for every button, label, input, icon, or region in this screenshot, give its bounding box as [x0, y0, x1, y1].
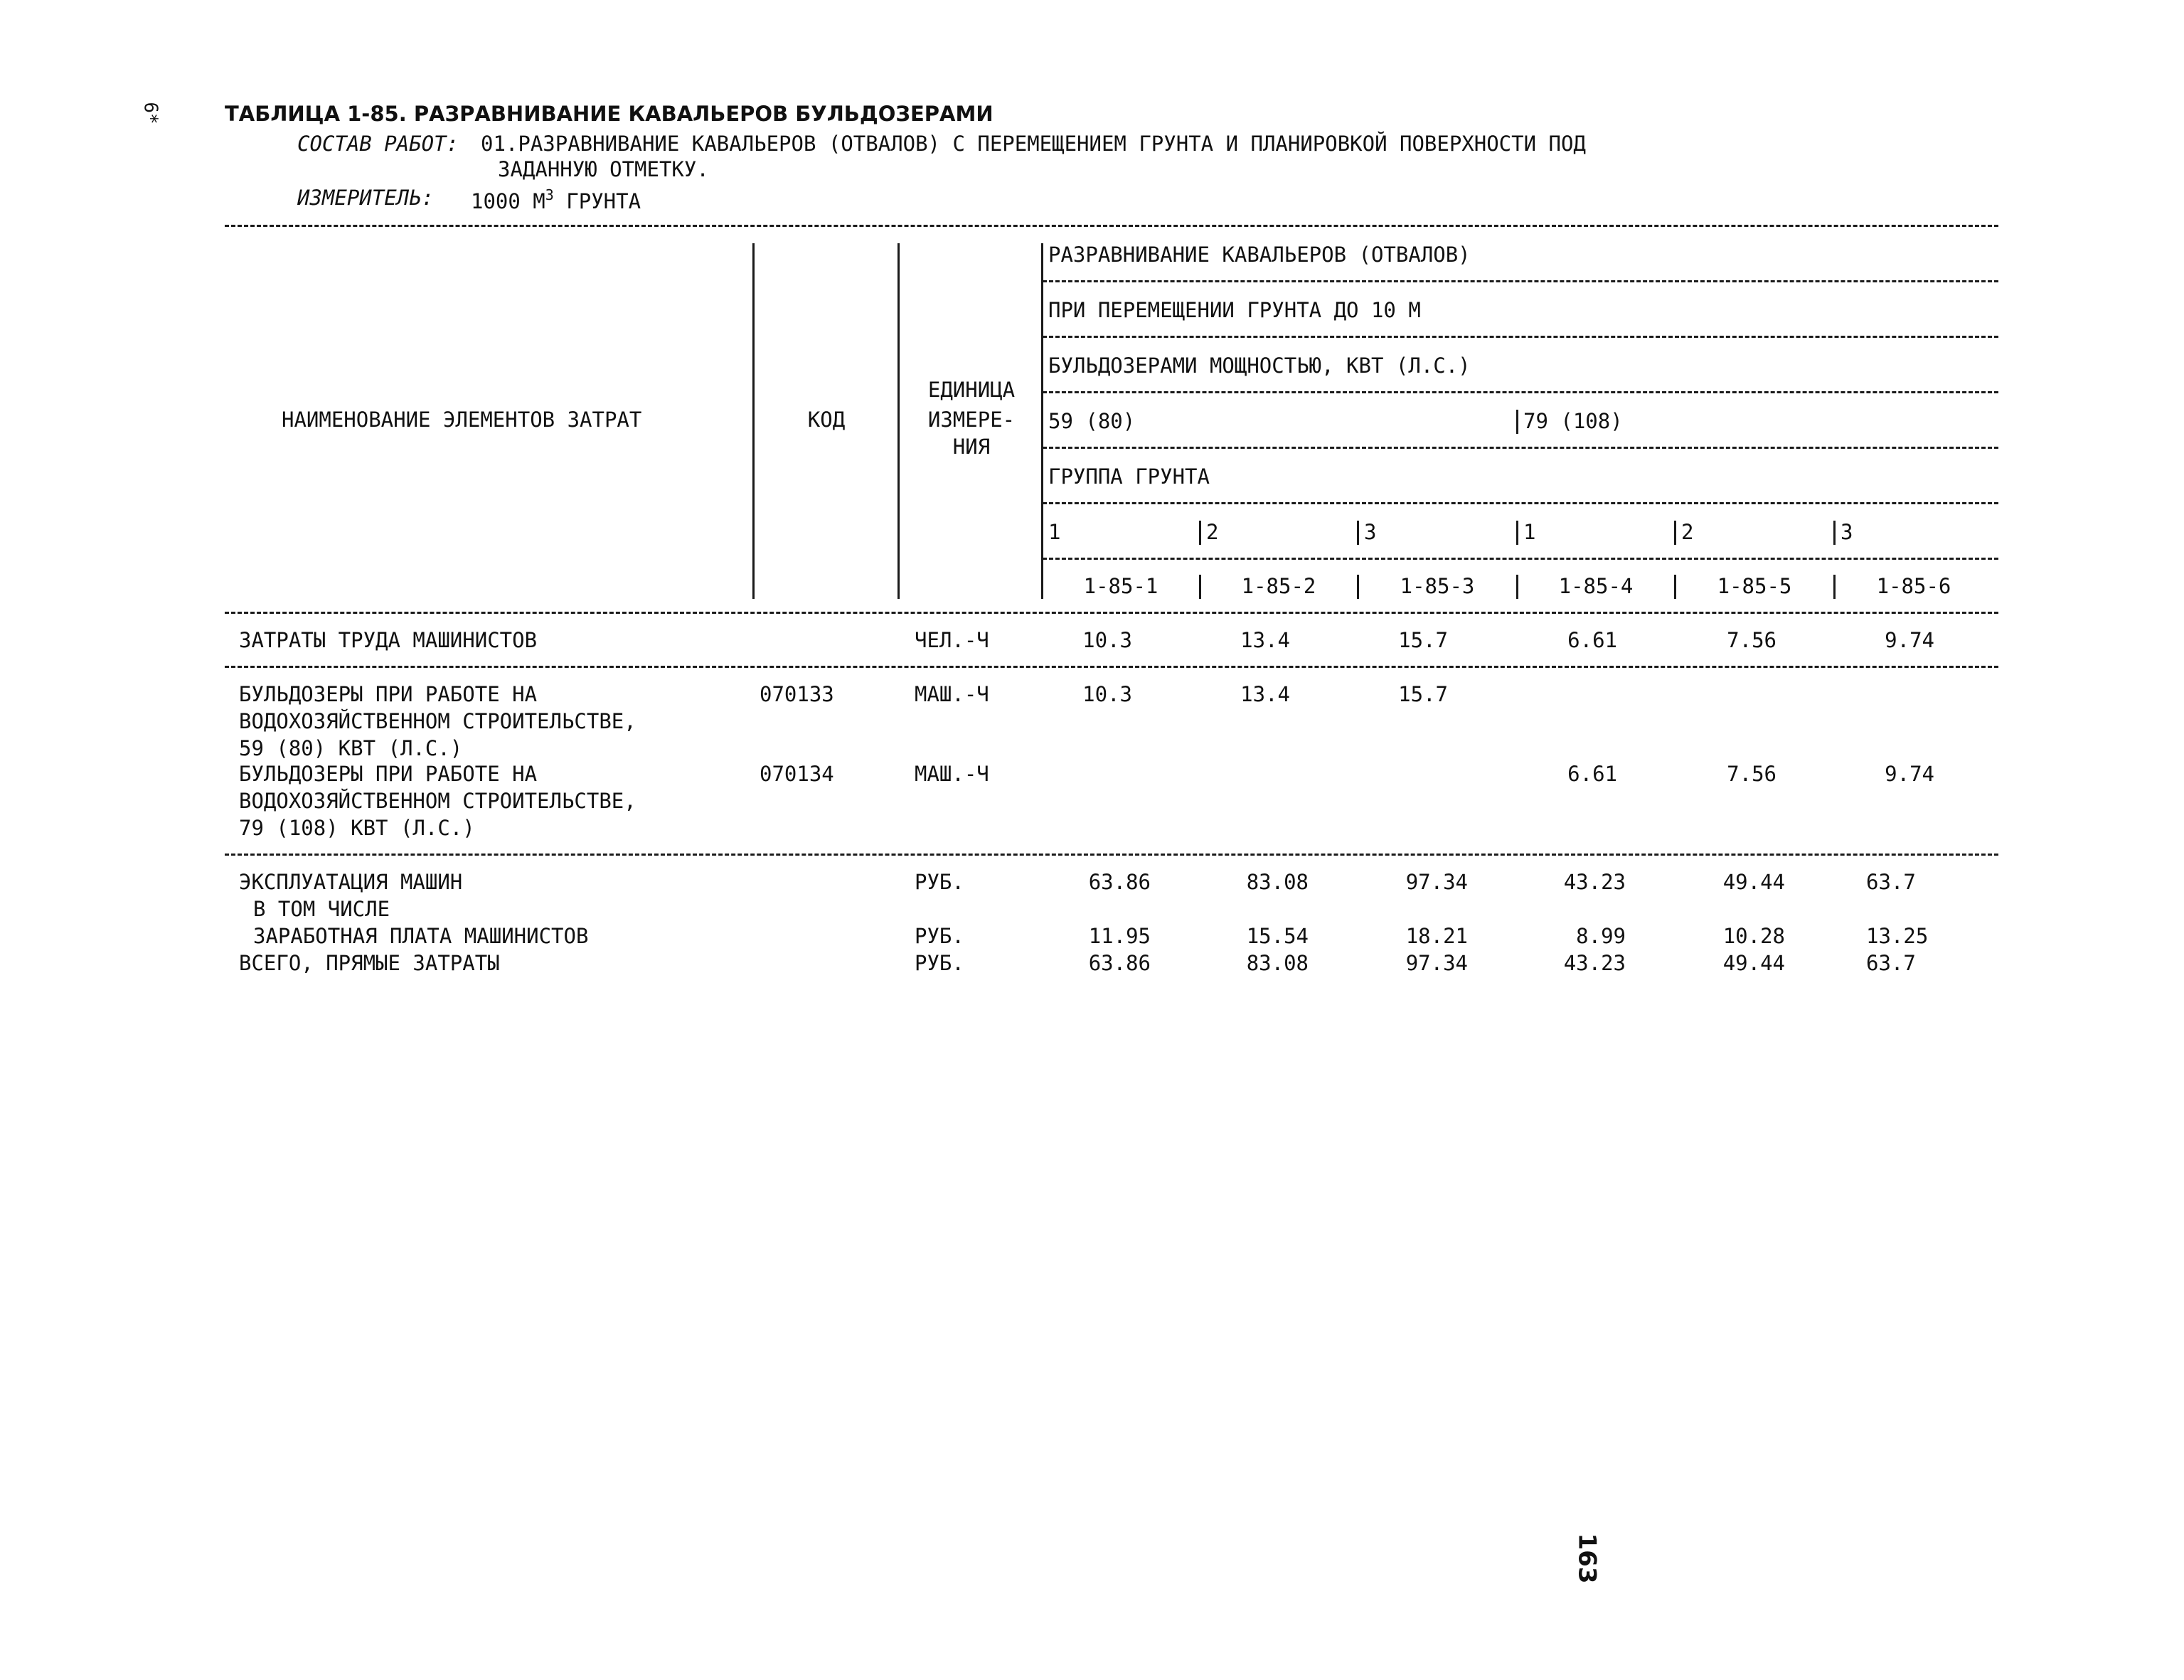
- tick-code-2: [1199, 575, 1201, 599]
- row-wages-value-3: 18.21: [1405, 924, 1468, 948]
- rule-soil-group: [1043, 502, 1998, 504]
- row-bulldozer-59-unit: МАШ.-Ч: [915, 682, 989, 706]
- row-bulldozer-79-name-1: БУЛЬДОЗЕРЫ ПРИ РАБОТЕ НА: [239, 762, 538, 786]
- row-labor-unit: ЧЕЛ.-Ч: [915, 628, 989, 652]
- row-total-value-2: 83.08: [1246, 951, 1309, 975]
- row-bulldozer-59-value-2: 13.4: [1240, 682, 1290, 706]
- work-composition-text: 01.РАЗРАВНИВАНИЕ КАВАЛЬЕРОВ (ОТВАЛОВ) С ПЕРЕМЕЩЕНИЕМ ГРУНТА И ПЛАНИРОВКОЙ ПОВЕРХНОСТИ ПОД: [481, 132, 1586, 156]
- header-code-6: 1-85-6: [1876, 574, 1951, 598]
- vline-code-left: [752, 243, 755, 599]
- row-wages-value-6: 13.25: [1866, 924, 1929, 948]
- work-composition-text-2: ЗАДАННУЮ ОТМЕТКУ.: [498, 157, 709, 181]
- row-total-name: ВСЕГО, ПРЯМЫЕ ЗАТРАТЫ: [239, 951, 500, 975]
- row-labor-value-1: 10.3: [1082, 628, 1132, 652]
- header-power-79: 79 (108): [1523, 409, 1623, 433]
- row-total-value-6: 63.7: [1866, 951, 1916, 975]
- measure-unit: ГРУНТА: [566, 189, 641, 213]
- row-operation-value-4: 43.23: [1563, 870, 1626, 894]
- row-labor-value-5: 7.56: [1727, 628, 1777, 652]
- tick-group-1b: [1516, 521, 1518, 545]
- row-bulldozer-59-name-1: БУЛЬДОЗЕРЫ ПРИ РАБОТЕ НА: [239, 682, 538, 706]
- column-header-unit-2: ИЗМЕРЕ-: [927, 408, 1016, 432]
- row-bulldozer-79-name-2: ВОДОХОЗЯЙСТВЕННОМ СТРОИТЕЛЬСТВЕ,: [239, 789, 636, 813]
- rule-distance: [1043, 336, 1998, 338]
- header-group-6: 3: [1841, 520, 1853, 544]
- rule-top: [225, 225, 1998, 227]
- header-group-3: 3: [1364, 520, 1377, 544]
- rule-head-bottom: [225, 612, 1998, 614]
- row-operation-value-6: 63.7: [1866, 870, 1916, 894]
- row-operation-value-5: 49.44: [1722, 870, 1785, 894]
- row-wages-value-5: 10.28: [1722, 924, 1785, 948]
- header-group-2: 2: [1206, 520, 1219, 544]
- tick-code-5: [1674, 575, 1676, 599]
- row-operation-name: ЭКСПЛУАТАЦИЯ МАШИН: [239, 870, 463, 894]
- header-distance: ПРИ ПЕРЕМЕЩЕНИИ ГРУНТА ДО 10 М: [1048, 298, 1421, 322]
- page-number: 163: [1572, 1533, 1602, 1584]
- header-group-5: 2: [1681, 520, 1694, 544]
- row-bulldozer-59-name-3: 59 (80) КВТ (Л.С.): [239, 736, 463, 760]
- row-wages-value-1: 11.95: [1088, 924, 1151, 948]
- row-bulldozer-79-value-5: 7.56: [1727, 762, 1777, 786]
- row-total-value-5: 49.44: [1722, 951, 1785, 975]
- header-group-4: 1: [1523, 520, 1536, 544]
- row-operation-value-1: 63.86: [1088, 870, 1151, 894]
- row-wages-name: ЗАРАБОТНАЯ ПЛАТА МАШИНИСТОВ: [253, 924, 589, 948]
- column-header-unit-3: НИЯ: [952, 435, 991, 459]
- measure-label: ИЗМЕРИТЕЛЬ:: [297, 186, 435, 210]
- header-code-3: 1-85-3: [1400, 574, 1475, 598]
- measure-value: [471, 188, 641, 212]
- row-labor-name: ЗАТРАТЫ ТРУДА МАШИНИСТОВ: [239, 628, 538, 652]
- tick-group-3b: [1833, 521, 1836, 545]
- measure-superscript: 3: [545, 186, 554, 203]
- row-labor-value-2: 13.4: [1240, 628, 1290, 652]
- row-operation-value-2: 83.08: [1246, 870, 1309, 894]
- measure-number: 1000 М: [471, 189, 545, 213]
- corner-mark: 6*: [139, 102, 161, 124]
- rule-power-values: [1043, 447, 1998, 449]
- column-header-name: НАИМЕНОВАНИЕ ЭЛЕМЕНТОВ ЗАТРАТ: [282, 408, 642, 432]
- header-soil-group: ГРУППА ГРУНТА: [1048, 464, 1210, 489]
- header-code-1: 1-85-1: [1083, 574, 1158, 598]
- row-wages-value-2: 15.54: [1246, 924, 1309, 948]
- row-bulldozer-59-value-3: 15.7: [1398, 682, 1448, 706]
- row-labor-value-3: 15.7: [1398, 628, 1448, 652]
- row-operation-value-3: 97.34: [1405, 870, 1468, 894]
- vline-values-left: [1041, 243, 1043, 599]
- row-labor-value-4: 6.61: [1567, 628, 1617, 652]
- header-power: БУЛЬДОЗЕРАМИ МОЩНОСТЬЮ, КВТ (Л.С.): [1048, 353, 1471, 378]
- tick-code-3: [1357, 575, 1359, 599]
- row-bulldozer-79-unit: МАШ.-Ч: [915, 762, 989, 786]
- row-bulldozer-79-value-4: 6.61: [1567, 762, 1617, 786]
- vline-unit-left: [897, 243, 900, 599]
- row-bulldozer-59-code: 070133: [760, 682, 834, 706]
- rule-work-type: [1043, 280, 1998, 282]
- column-header-code: КОД: [807, 408, 846, 432]
- tick-group-3a: [1357, 521, 1359, 545]
- tick-code-6: [1833, 575, 1836, 599]
- header-work-type: РАЗРАВНИВАНИЕ КАВАЛЬЕРОВ (ОТВАЛОВ): [1048, 243, 1471, 267]
- tick-group-2b: [1674, 521, 1676, 545]
- row-bulldozer-59-value-1: 10.3: [1082, 682, 1132, 706]
- work-composition-label: СОСТАВ РАБОТ:: [297, 132, 459, 156]
- header-power-59: 59 (80): [1048, 409, 1136, 433]
- rule-groups: [1043, 558, 1998, 560]
- row-bulldozer-79-code: 070134: [760, 762, 834, 786]
- row-including-name: В ТОМ ЧИСЛЕ: [253, 897, 390, 921]
- header-group-1: 1: [1048, 520, 1061, 544]
- header-code-4: 1-85-4: [1558, 574, 1634, 598]
- rule-power: [1043, 391, 1998, 393]
- row-wages-value-4: 8.99: [1576, 924, 1626, 948]
- row-bulldozer-59-name-2: ВОДОХОЗЯЙСТВЕННОМ СТРОИТЕЛЬСТВЕ,: [239, 709, 636, 733]
- row-bulldozer-79-name-3: 79 (108) КВТ (Л.С.): [239, 816, 475, 840]
- rule-labor: [225, 666, 1998, 668]
- row-bulldozer-79-value-6: 9.74: [1885, 762, 1934, 786]
- tick-power-79: [1516, 410, 1518, 434]
- row-labor-value-6: 9.74: [1885, 628, 1934, 652]
- tick-code-4: [1516, 575, 1518, 599]
- row-total-value-4: 43.23: [1563, 951, 1626, 975]
- tick-group-2a: [1199, 521, 1201, 545]
- header-code-5: 1-85-5: [1717, 574, 1792, 598]
- row-total-value-3: 97.34: [1405, 951, 1468, 975]
- row-operation-unit: РУБ.: [915, 870, 964, 894]
- header-code-2: 1-85-2: [1241, 574, 1316, 598]
- table-title: ТАБЛИЦА 1-85. РАЗРАВНИВАНИЕ КАВАЛЬЕРОВ БУЛЬДОЗЕРАМИ: [225, 102, 994, 126]
- row-total-unit: РУБ.: [915, 951, 964, 975]
- row-total-value-1: 63.86: [1088, 951, 1151, 975]
- rule-machines: [225, 854, 1998, 856]
- row-wages-unit: РУБ.: [915, 924, 964, 948]
- column-header-unit-1: ЕДИНИЦА: [927, 378, 1016, 402]
